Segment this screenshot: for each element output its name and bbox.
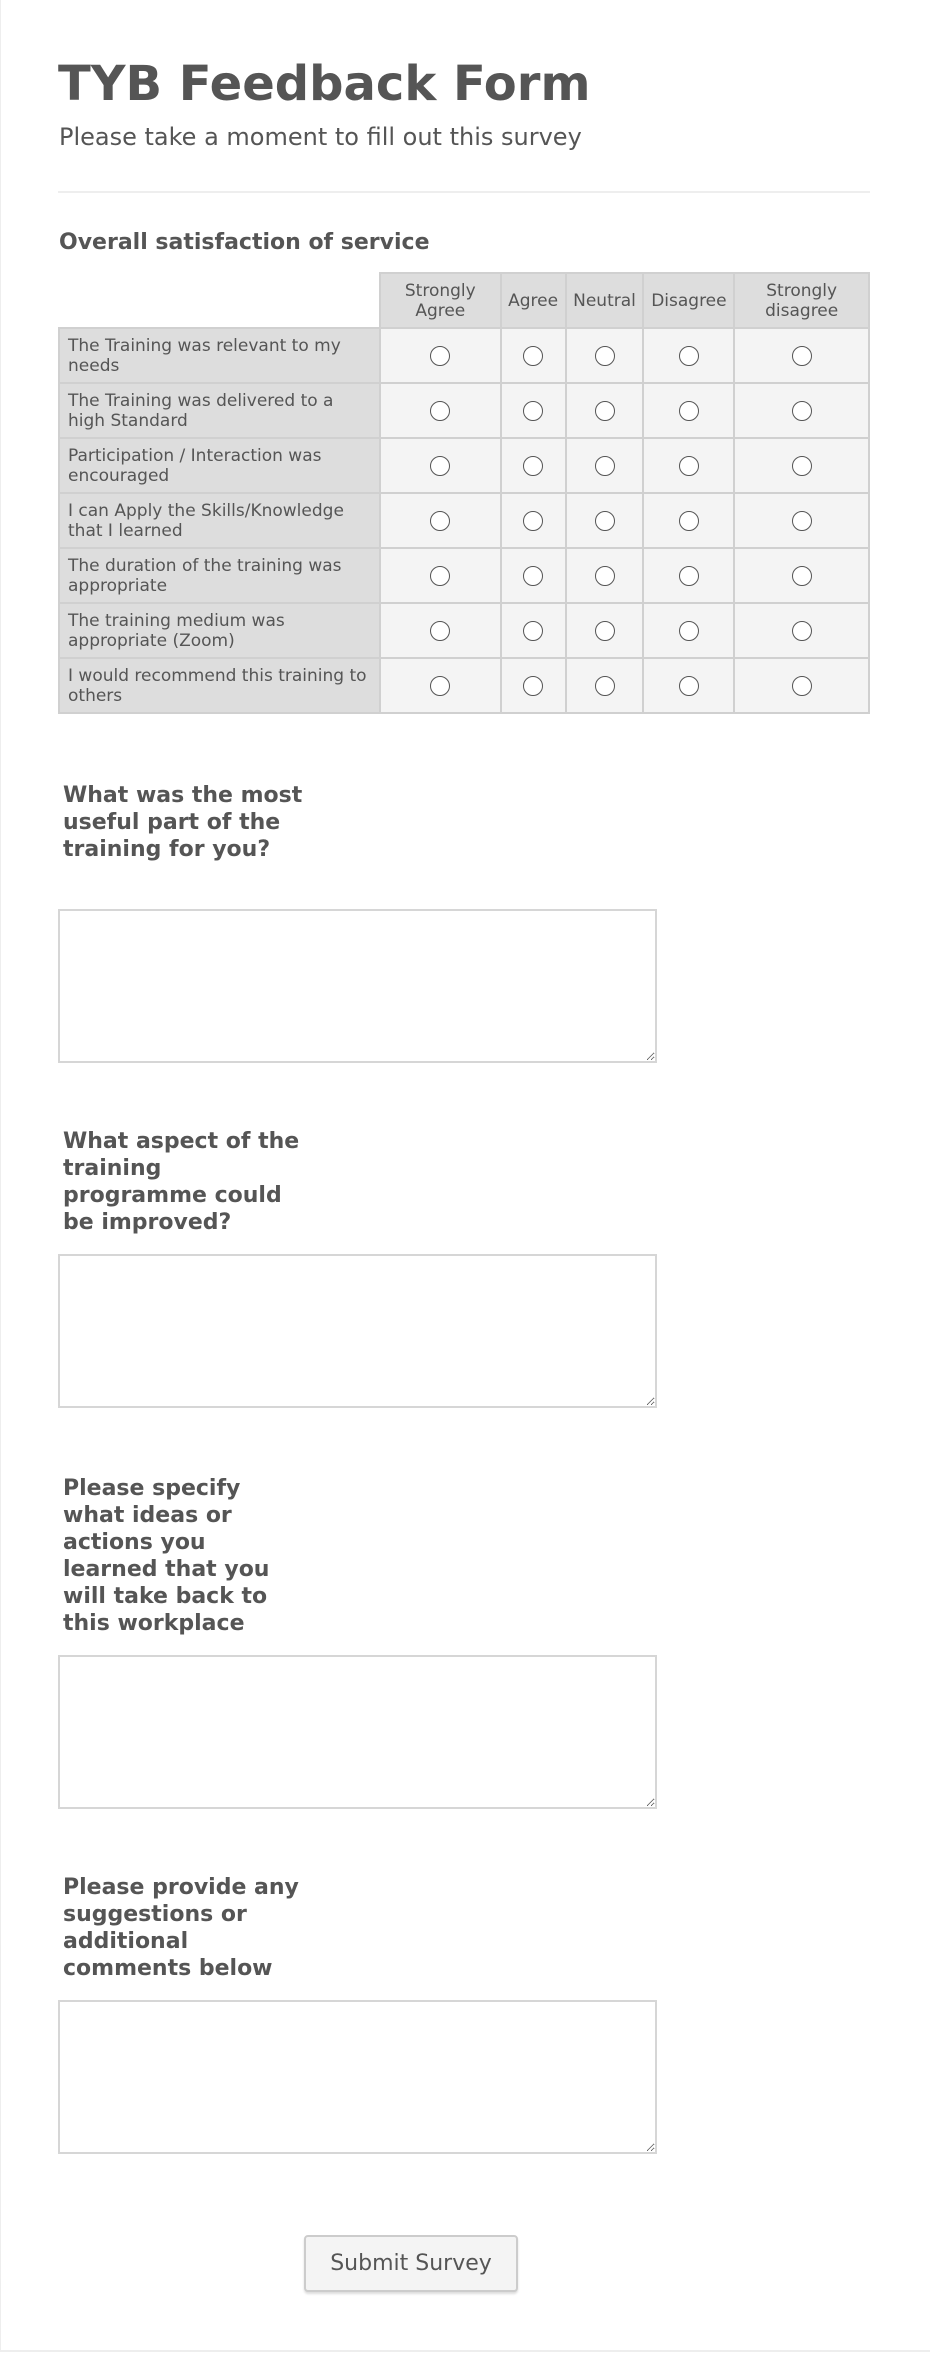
column-header: Agree xyxy=(501,273,566,328)
column-header: Strongly Agree xyxy=(380,273,501,328)
page-title: TYB Feedback Form xyxy=(58,56,591,112)
radio-button[interactable] xyxy=(792,401,812,421)
radio-cell xyxy=(734,328,869,383)
radio-button[interactable] xyxy=(595,456,615,476)
radio-cell xyxy=(380,603,501,658)
submit-survey-button[interactable]: Submit Survey xyxy=(304,2235,518,2292)
radio-cell xyxy=(566,603,644,658)
radio-button[interactable] xyxy=(430,566,450,586)
radio-cell xyxy=(380,548,501,603)
radio-button[interactable] xyxy=(523,676,543,696)
radio-button[interactable] xyxy=(430,401,450,421)
useful-part-textarea[interactable] xyxy=(58,909,657,1063)
column-header: Neutral xyxy=(566,273,644,328)
radio-cell xyxy=(643,438,734,493)
radio-cell xyxy=(501,383,566,438)
radio-button[interactable] xyxy=(792,621,812,641)
matrix-row xyxy=(59,328,869,383)
radio-cell xyxy=(501,328,566,383)
radio-button[interactable] xyxy=(430,621,450,641)
radio-cell xyxy=(566,493,644,548)
radio-button[interactable] xyxy=(792,456,812,476)
radio-button[interactable] xyxy=(792,511,812,531)
comments-textarea[interactable] xyxy=(58,2000,657,2154)
radio-button[interactable] xyxy=(792,676,812,696)
radio-cell xyxy=(566,548,644,603)
radio-cell xyxy=(643,328,734,383)
satisfaction-matrix xyxy=(58,272,870,714)
radio-button[interactable] xyxy=(595,401,615,421)
page-subtitle: Please take a moment to fill out this survey xyxy=(59,123,582,151)
radio-cell xyxy=(501,548,566,603)
row-label: I can Apply the Skills/Knowledge that I learned xyxy=(59,493,380,548)
matrix-row xyxy=(59,383,869,438)
radio-cell xyxy=(501,493,566,548)
row-label: I would recommend this training to others xyxy=(59,658,380,713)
question-label: Please specify what ideas or actions you learned that you will take back to this workplace xyxy=(63,1476,270,1636)
matrix-row xyxy=(59,438,869,493)
radio-button[interactable] xyxy=(523,621,543,641)
radio-button[interactable] xyxy=(679,676,699,696)
radio-cell xyxy=(380,493,501,548)
matrix-row xyxy=(59,658,869,713)
radio-cell xyxy=(566,328,644,383)
radio-cell xyxy=(734,383,869,438)
radio-button[interactable] xyxy=(595,621,615,641)
radio-cell xyxy=(734,493,869,548)
radio-cell xyxy=(734,603,869,658)
radio-cell xyxy=(643,603,734,658)
ideas-actions-textarea[interactable] xyxy=(58,1655,657,1809)
row-label: Participation / Interaction was encouraged xyxy=(59,438,380,493)
radio-cell xyxy=(380,328,501,383)
radio-button[interactable] xyxy=(523,346,543,366)
matrix-title: Overall satisfaction of service xyxy=(59,230,430,255)
row-label: The Training was relevant to my needs xyxy=(59,328,380,383)
radio-cell xyxy=(734,438,869,493)
radio-cell xyxy=(643,383,734,438)
corner-cell xyxy=(59,273,380,328)
matrix-row xyxy=(59,603,869,658)
radio-button[interactable] xyxy=(679,566,699,586)
question-label: What was the most useful part of the training for you? xyxy=(63,783,303,862)
row-label: The duration of the training was appropriate xyxy=(59,548,380,603)
radio-button[interactable] xyxy=(792,566,812,586)
radio-cell xyxy=(566,658,644,713)
radio-button[interactable] xyxy=(679,456,699,476)
radio-button[interactable] xyxy=(430,456,450,476)
radio-cell xyxy=(380,383,501,438)
radio-cell xyxy=(734,548,869,603)
matrix-row xyxy=(59,548,869,603)
radio-button[interactable] xyxy=(523,456,543,476)
radio-cell xyxy=(501,438,566,493)
improvement-textarea[interactable] xyxy=(58,1254,657,1408)
radio-button[interactable] xyxy=(430,676,450,696)
radio-cell xyxy=(566,438,644,493)
row-label: The training medium was appropriate (Zoom) xyxy=(59,603,380,658)
radio-button[interactable] xyxy=(679,511,699,531)
radio-cell xyxy=(380,438,501,493)
radio-cell xyxy=(643,493,734,548)
radio-cell xyxy=(734,658,869,713)
radio-button[interactable] xyxy=(595,566,615,586)
radio-button[interactable] xyxy=(595,676,615,696)
radio-button[interactable] xyxy=(679,401,699,421)
radio-button[interactable] xyxy=(523,511,543,531)
radio-button[interactable] xyxy=(679,346,699,366)
row-label: The Training was delivered to a high Standard xyxy=(59,383,380,438)
question-label: What aspect of the training programme could be improved? xyxy=(63,1129,300,1235)
column-header: Disagree xyxy=(643,273,734,328)
radio-cell xyxy=(501,603,566,658)
radio-button[interactable] xyxy=(523,566,543,586)
radio-cell xyxy=(643,548,734,603)
radio-button[interactable] xyxy=(430,511,450,531)
question-label: Please provide any suggestions or additional comments below xyxy=(63,1875,299,1981)
radio-button[interactable] xyxy=(595,346,615,366)
radio-cell xyxy=(566,383,644,438)
radio-button[interactable] xyxy=(430,346,450,366)
radio-button[interactable] xyxy=(595,511,615,531)
matrix-row xyxy=(59,493,869,548)
divider xyxy=(58,191,870,193)
radio-cell xyxy=(501,658,566,713)
column-header: Strongly disagree xyxy=(734,273,869,328)
radio-button[interactable] xyxy=(523,401,543,421)
radio-cell xyxy=(643,658,734,713)
radio-button[interactable] xyxy=(679,621,699,641)
radio-button[interactable] xyxy=(792,346,812,366)
radio-cell xyxy=(380,658,501,713)
